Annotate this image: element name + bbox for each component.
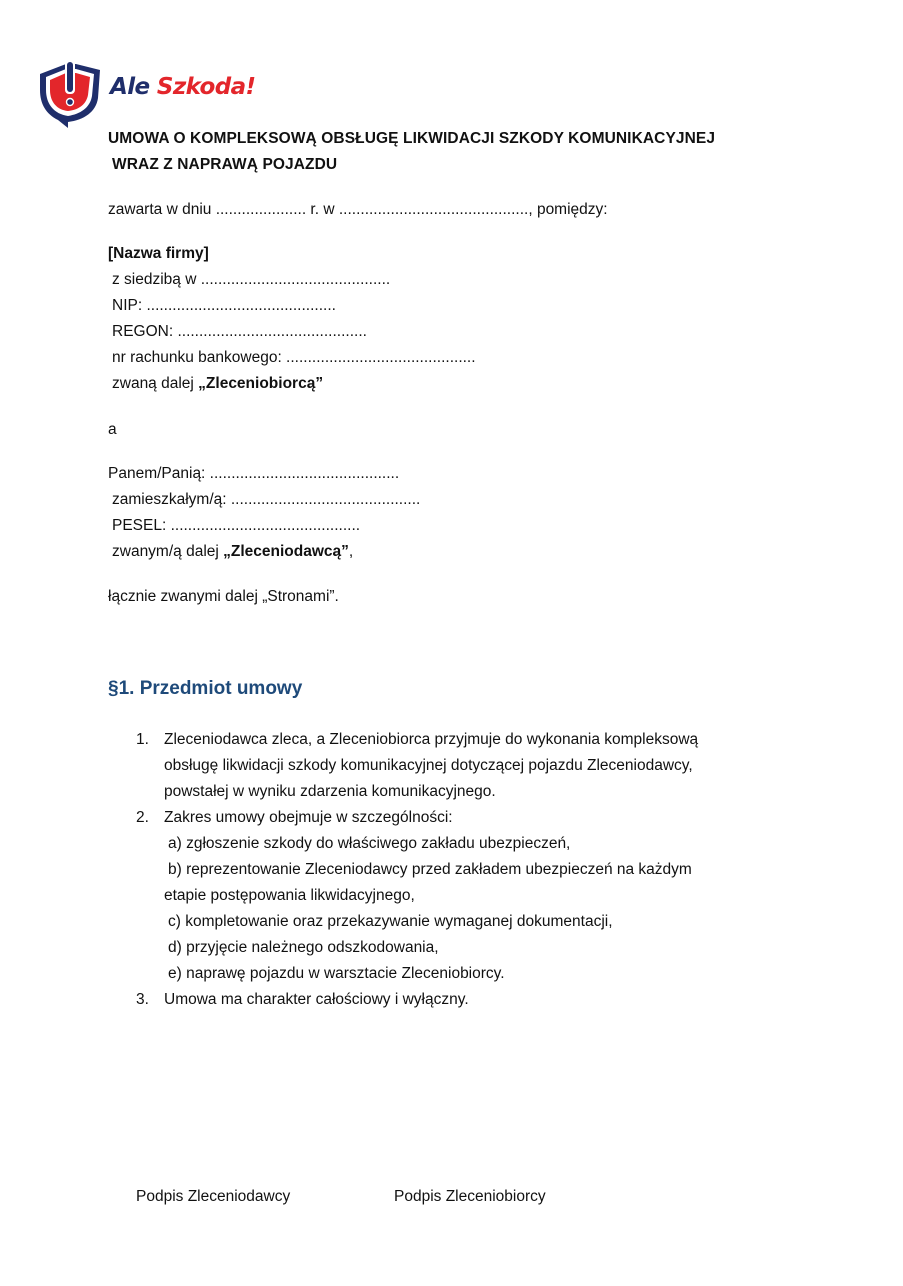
client-designation-suffix: ,: [348, 543, 354, 560]
logo-wordmark: [110, 74, 255, 100]
list-item-1-number: 1.: [136, 731, 149, 748]
document-title-line-1: UMOWA O KOMPLEKSOWĄ OBSŁUGĘ LIKWIDACJI SZKODY KOMUNIKACYJNEJ: [108, 130, 716, 147]
list-item-2-sub-b: b) reprezentowanie Zleceniodawcy przed zakładem ubezpieczeń na każdym: [168, 861, 692, 878]
list-item-2-sub-a: a) zgłoszenie szkody do właściwego zakładu ubezpieczeń,: [168, 835, 571, 852]
list-item-2-sub-b-cont: etapie postępowania likwidacyjnego,: [164, 887, 415, 904]
section-1-heading: §1. Przedmiot umowy: [108, 678, 303, 699]
list-item-2-sub-d: d) przyjęcie należnego odszkodowania,: [168, 939, 439, 956]
list-item-1-line-1: Zleceniodawca zleca, a Zleceniobiorca przyjmuje do wykonania kompleksową: [164, 731, 699, 748]
list-item-2-sub-c: c) kompletowanie oraz przekazywanie wymaganej dokumentacji,: [168, 913, 613, 930]
list-item-2-sub-e: e) naprawę pojazdu w warsztacie Zleceniobiorcy.: [168, 965, 505, 982]
contractor-designation: [112, 375, 323, 393]
logo-word-ale: Ale: [110, 74, 150, 100]
contractor-seat: z siedzibą w ............................................: [112, 271, 391, 288]
conjunction-a: a: [108, 421, 117, 438]
list-item-2-line-1: Zakres umowy obejmuje w szczególności:: [164, 809, 453, 826]
document-title-line-2: WRAZ Z NAPRAWĄ POJAZDU: [112, 156, 338, 173]
contractor-bank-account: nr rachunku bankowego: ............................................: [112, 349, 476, 366]
contractor-nip: NIP: ............................................: [112, 297, 336, 314]
signature-contractor-label: Podpis Zleceniobiorcy: [394, 1188, 546, 1205]
client-designation-prefix: zwanym/ą dalej: [112, 543, 224, 560]
contractor-name: [Nazwa firmy]: [108, 245, 209, 262]
contractor-designation-name: „Zleceniobiorcą”: [198, 375, 324, 392]
contractor-regon: REGON: ............................................: [112, 323, 367, 340]
client-designation: [112, 543, 353, 561]
client-address: zamieszkałym/ą: ............................................: [112, 491, 421, 508]
signature-client-label: Podpis Zleceniodawcy: [136, 1188, 291, 1205]
list-item-2-number: 2.: [136, 809, 149, 826]
logo-word-szkoda: Szkoda!: [156, 74, 256, 100]
parties-definition: łącznie zwanymi dalej „Stronami”.: [108, 588, 339, 605]
list-item-3-line-1: Umowa ma charakter całościowy i wyłączny.: [164, 991, 469, 1008]
intro-line: zawarta w dniu ..................... r. w ............................................, pomiędzy:: [108, 201, 608, 218]
list-item-3-number: 3.: [136, 991, 149, 1008]
shield-exclamation-logo-icon: [36, 58, 104, 128]
client-name: Panem/Panią: ............................................: [108, 465, 400, 482]
list-item-1-line-2: obsługę likwidacji szkody komunikacyjnej dotyczącej pojazdu Zleceniodawcy,: [164, 757, 693, 774]
client-pesel: PESEL: ............................................: [112, 517, 361, 534]
client-designation-name: „Zleceniodawcą”: [223, 543, 349, 560]
contractor-designation-prefix: zwaną dalej: [112, 375, 199, 392]
list-item-1-line-3: powstałej w wyniku zdarzenia komunikacyjnego.: [164, 783, 496, 800]
